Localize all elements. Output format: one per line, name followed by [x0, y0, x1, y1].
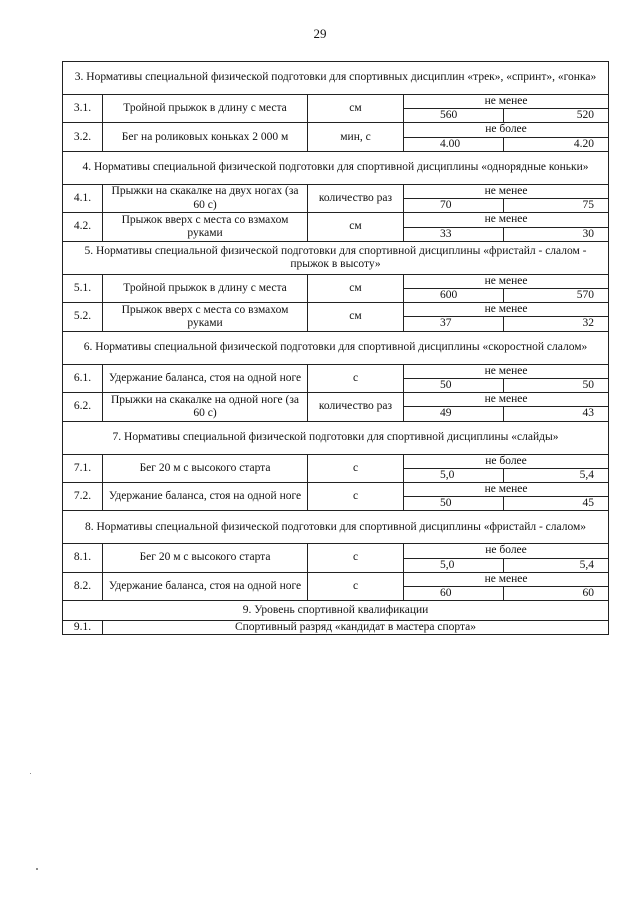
- section-header-row: [63, 241, 609, 274]
- qualification-text: Спортивный разряд «кандидат в мастера спорта»: [103, 621, 609, 635]
- norm-criterion: не менее: [404, 213, 609, 227]
- section-header-row: [63, 421, 609, 454]
- norm-exercise: Бег 20 м с высокого старта: [103, 544, 308, 572]
- norm-criterion: не менее: [404, 184, 609, 198]
- norm-unit: количество раз: [308, 184, 404, 212]
- norm-unit: с: [308, 482, 404, 510]
- norm-value-1: 50: [404, 497, 504, 511]
- norm-value-2: 4.20: [504, 137, 609, 151]
- norm-unit: количество раз: [308, 393, 404, 421]
- norm-unit: см: [308, 274, 404, 302]
- norm-value-2: 570: [504, 288, 609, 302]
- page-number: 29: [313, 26, 327, 41]
- norm-value-2: 75: [504, 199, 609, 213]
- norm-row: [63, 274, 609, 288]
- norm-unit: с: [308, 364, 404, 392]
- section-header-row: [63, 601, 609, 621]
- section-title: 6. Нормативы специальной физической подготовки для спортивной дисциплины «скоростной слалом»: [63, 331, 609, 364]
- norm-unit: см: [308, 303, 404, 331]
- norm-criterion: не менее: [404, 482, 609, 496]
- norm-number: 5.2.: [63, 303, 103, 331]
- norm-number: 6.1.: [63, 364, 103, 392]
- norm-criterion: не менее: [404, 274, 609, 288]
- norms-table: [62, 61, 609, 635]
- norm-number: 4.2.: [63, 213, 103, 241]
- norm-criterion: не менее: [404, 364, 609, 378]
- section-title: 3. Нормативы специальной физической подготовки для спортивных дисциплин «трек», «спринт», «гонка»: [63, 62, 609, 95]
- norm-value-2: 520: [504, 109, 609, 123]
- norm-criterion: не менее: [404, 303, 609, 317]
- norm-value-2: 43: [504, 407, 609, 421]
- norm-exercise: Удержание баланса, стоя на одной ноге: [103, 572, 308, 600]
- norm-value-1: 70: [404, 199, 504, 213]
- norm-criterion: не более: [404, 544, 609, 558]
- norm-value-1: 49: [404, 407, 504, 421]
- norm-row: [63, 482, 609, 496]
- norm-value-2: 60: [504, 587, 609, 601]
- section-title: 9. Уровень спортивной квалификации: [63, 601, 609, 621]
- norm-row: [63, 544, 609, 558]
- norm-exercise: Бег на роликовых коньках 2 000 м: [103, 123, 308, 151]
- norm-row: [63, 184, 609, 198]
- norm-row: [63, 364, 609, 378]
- norm-exercise: Прыжок вверх с места со взмахом руками: [103, 303, 308, 331]
- norm-exercise: Прыжки на скакалке на одной ноге (за 60 с): [103, 393, 308, 421]
- norm-unit: с: [308, 544, 404, 572]
- scan-speck: [36, 868, 38, 870]
- norm-row: [63, 303, 609, 317]
- norm-exercise: Тройной прыжок в длину с места: [103, 274, 308, 302]
- norm-unit: с: [308, 572, 404, 600]
- norm-criterion: не менее: [404, 393, 609, 407]
- norm-value-1: 5,0: [404, 468, 504, 482]
- norm-exercise: Тройной прыжок в длину с места: [103, 95, 308, 123]
- norm-value-1: 5,0: [404, 558, 504, 572]
- norm-number: 6.2.: [63, 393, 103, 421]
- norm-value-2: 50: [504, 378, 609, 392]
- norm-value-2: 32: [504, 317, 609, 331]
- section-header-row: [63, 151, 609, 184]
- qualification-number: 9.1.: [63, 621, 103, 635]
- norm-unit: с: [308, 454, 404, 482]
- norm-criterion: не более: [404, 454, 609, 468]
- norm-unit: мин, с: [308, 123, 404, 151]
- norm-value-2: 30: [504, 227, 609, 241]
- norm-number: 8.1.: [63, 544, 103, 572]
- norm-row: [63, 213, 609, 227]
- qualification-row: [63, 621, 609, 635]
- norm-number: 7.2.: [63, 482, 103, 510]
- norm-number: 7.1.: [63, 454, 103, 482]
- norm-value-1: 33: [404, 227, 504, 241]
- section-header-row: [63, 331, 609, 364]
- norm-number: 4.1.: [63, 184, 103, 212]
- norm-exercise: Прыжок вверх с места со взмахом руками: [103, 213, 308, 241]
- norm-criterion: не менее: [404, 95, 609, 109]
- norm-value-2: 5,4: [504, 468, 609, 482]
- norm-row: [63, 572, 609, 586]
- scan-speck: [30, 773, 31, 774]
- norm-exercise: Прыжки на скакалке на двух ногах (за 60 с): [103, 184, 308, 212]
- norm-unit: см: [308, 95, 404, 123]
- section-title: 4. Нормативы специальной физической подготовки для спортивной дисциплины «однорядные коньки»: [63, 151, 609, 184]
- section-header-row: [63, 62, 609, 95]
- norm-number: 3.1.: [63, 95, 103, 123]
- norm-number: 8.2.: [63, 572, 103, 600]
- norm-criterion: не менее: [404, 572, 609, 586]
- norm-row: [63, 95, 609, 109]
- norm-value-1: 560: [404, 109, 504, 123]
- norm-row: [63, 454, 609, 468]
- norm-criterion: не более: [404, 123, 609, 137]
- norms-table-body: [63, 62, 609, 635]
- norm-value-2: 5,4: [504, 558, 609, 572]
- norm-number: 5.1.: [63, 274, 103, 302]
- section-title: 5. Нормативы специальной физической подготовки для спортивной дисциплины «фристайл - слалом - прыжок в высоту»: [63, 241, 609, 274]
- norm-value-1: 37: [404, 317, 504, 331]
- section-title: 7. Нормативы специальной физической подготовки для спортивной дисциплины «слайды»: [63, 421, 609, 454]
- norm-value-1: 60: [404, 587, 504, 601]
- section-title: 8. Нормативы специальной физической подготовки для спортивной дисциплины «фристайл - слалом»: [63, 511, 609, 544]
- norm-exercise: Удержание баланса, стоя на одной ноге: [103, 482, 308, 510]
- norm-value-1: 600: [404, 288, 504, 302]
- norm-exercise: Бег 20 м с высокого старта: [103, 454, 308, 482]
- section-header-row: [63, 511, 609, 544]
- norm-number: 3.2.: [63, 123, 103, 151]
- norm-exercise: Удержание баланса, стоя на одной ноге: [103, 364, 308, 392]
- norm-value-2: 45: [504, 497, 609, 511]
- norm-row: [63, 393, 609, 407]
- norm-row: [63, 123, 609, 137]
- norm-value-1: 50: [404, 378, 504, 392]
- norm-value-1: 4.00: [404, 137, 504, 151]
- norm-unit: см: [308, 213, 404, 241]
